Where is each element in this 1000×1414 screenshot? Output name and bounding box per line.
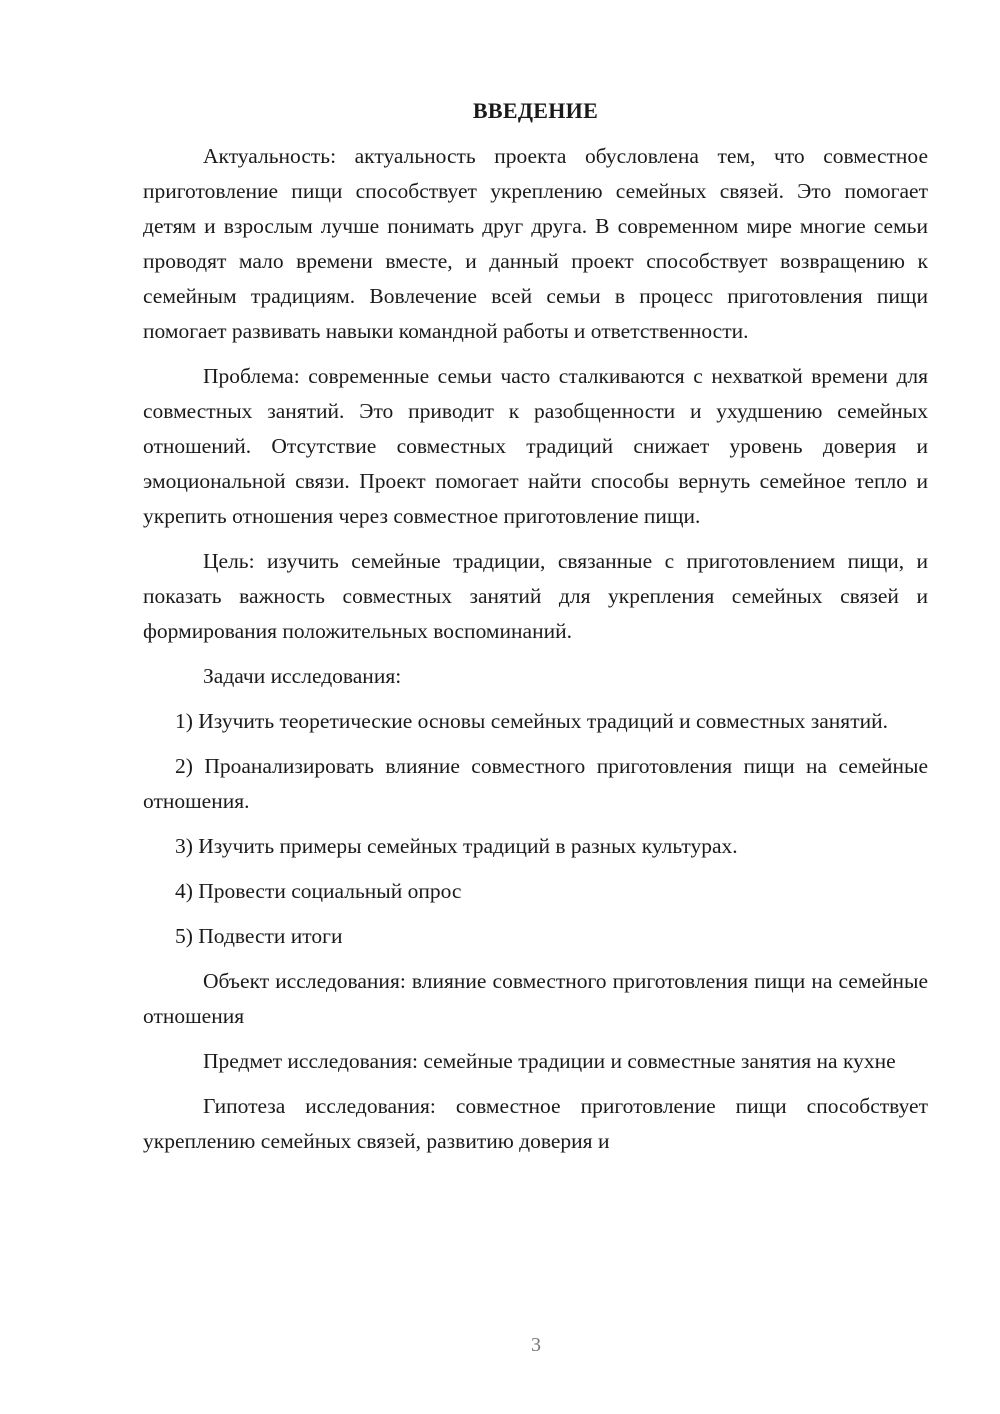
page-number: 3: [531, 1334, 541, 1356]
paragraph-object: Объект исследования: влияние совместного приготовления пищи на семейные отношения: [143, 969, 928, 1028]
paragraph-goal: Цель: изучить семейные традиции, связанные с приготовлением пищи, и показать важность совместных занятий для укрепления семейных связей и формирования положительных воспоминаний.: [143, 549, 928, 643]
tasks-heading: Задачи исследования:: [203, 664, 402, 688]
page-content: [143, 95, 928, 1159]
page-title: ВВЕДЕНИЕ: [472, 98, 599, 123]
paragraph-subject: Предмет исследования: семейные традиции и совместные занятия на кухне: [203, 1049, 896, 1073]
task-item: 4) Провести социальный опрос: [175, 879, 462, 903]
paragraph-problem: Проблема: современные семьи часто сталкиваются с нехваткой времени для совместных занятий. Это приводит к разобщенности и ухудшению семейных отношений. Отсутствие совместных традиций снижает уровень доверия и эмоциональной связи. Проект помогает найти способы вернуть семейное тепло и укрепить отношения через совместное приготовление пищи.: [143, 364, 928, 528]
paragraph-relevance: Актуальность: актуальность проекта обусловлена тем, что совместное приготовление пищи способствует укреплению семейных связей. Это помогает детям и взрослым лучше понимать друг друга. В современном мире многие семьи проводят мало времени вместе, и данный проект способствует возвращению к семейным традициям. Вовлечение всей семьи в процесс приготовления пищи помогает развивать навыки командной работы и ответственности.: [143, 144, 928, 343]
task-item: 1) Изучить теоретические основы семейных традиций и совместных занятий.: [175, 709, 888, 733]
task-item: 5) Подвести итоги: [175, 924, 343, 948]
paragraph-hypothesis: Гипотеза исследования: совместное приготовление пищи способствует укреплению семейных связей, развитию доверия и: [143, 1094, 928, 1153]
task-item: 3) Изучить примеры семейных традиций в разных культурах.: [175, 834, 738, 858]
task-item: 2) Проанализировать влияние совместного приготовления пищи на семейные отношения.: [143, 754, 928, 813]
